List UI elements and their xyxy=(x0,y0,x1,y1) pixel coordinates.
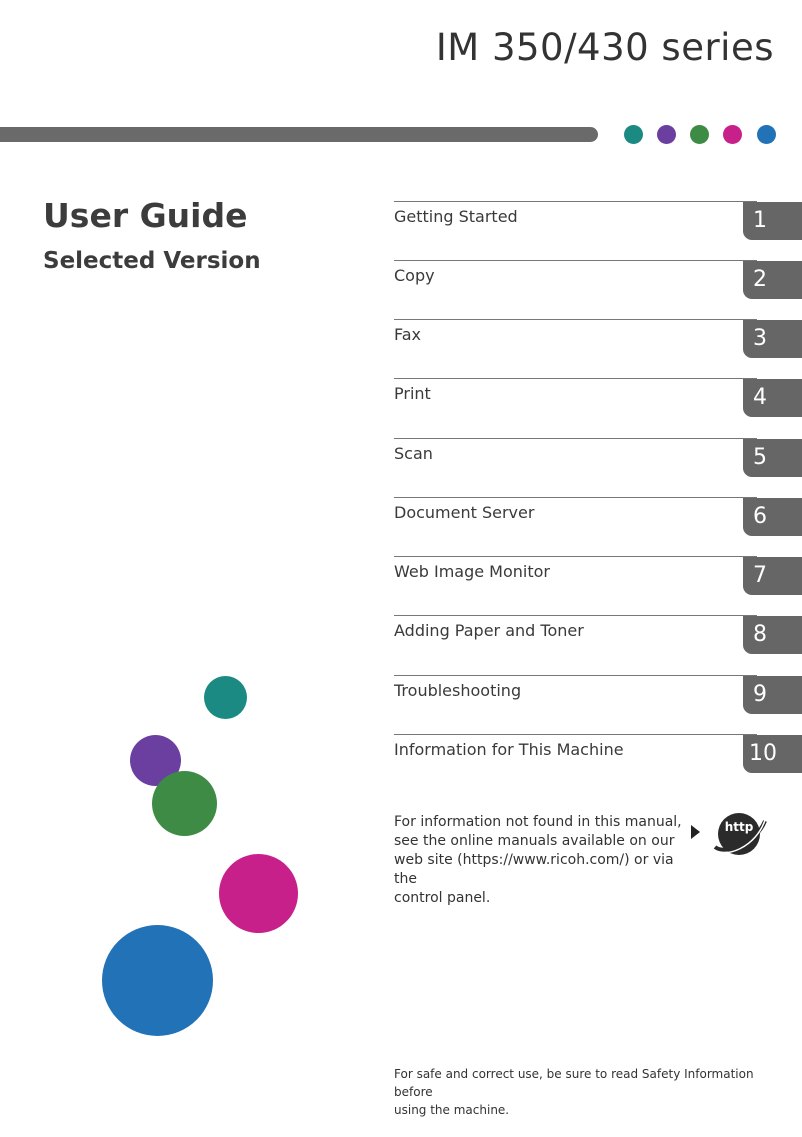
toc-item-scan[interactable] xyxy=(394,438,802,478)
chapter-tab[interactable]: 2 xyxy=(743,261,802,299)
toc-label: Information for This Machine xyxy=(394,740,624,759)
toc-label: Scan xyxy=(394,444,433,463)
toc-item-information-for-this-machine[interactable] xyxy=(394,734,802,774)
note-line: For information not found in this manual, xyxy=(394,814,682,830)
toc-divider xyxy=(394,734,757,735)
toc-divider xyxy=(394,497,757,498)
toc-divider xyxy=(394,260,757,261)
online-manuals-note xyxy=(394,813,694,908)
guide-title: User Guide xyxy=(43,196,248,235)
chapter-tab[interactable]: 5 xyxy=(743,439,802,477)
chapter-tab[interactable]: 3 xyxy=(743,320,802,358)
blue-dot xyxy=(757,125,776,144)
series-title: IM 350/430 series xyxy=(435,26,774,69)
header-bar xyxy=(0,127,598,142)
http-label: http xyxy=(724,820,754,834)
guide-subtitle: Selected Version xyxy=(43,248,261,274)
toc-label: Fax xyxy=(394,325,422,344)
chapter-tab[interactable]: 8 xyxy=(743,616,802,654)
toc-label: Copy xyxy=(394,266,435,285)
safety-note xyxy=(394,1065,784,1119)
toc-divider xyxy=(394,675,757,676)
toc-divider xyxy=(394,615,757,616)
magenta-circle xyxy=(219,854,298,933)
toc-item-adding-paper-and-toner[interactable] xyxy=(394,615,802,655)
teal-circle xyxy=(204,676,247,719)
toc-item-copy[interactable] xyxy=(394,260,802,300)
toc-divider xyxy=(394,319,757,320)
note-line: web site (https://www.ricoh.com/) or via the xyxy=(394,852,674,887)
toc-item-document-server[interactable] xyxy=(394,497,802,537)
chapter-tab[interactable]: 10 xyxy=(743,735,802,773)
safety-line: For safe and correct use, be sure to read Safety Information before xyxy=(394,1067,754,1099)
toc-item-getting-started[interactable] xyxy=(394,201,802,241)
http-globe-icon[interactable] xyxy=(711,809,767,859)
toc-divider xyxy=(394,438,757,439)
toc-divider xyxy=(394,201,757,202)
toc-label: Print xyxy=(394,384,431,403)
arrow-right-icon xyxy=(691,825,700,839)
purple-dot xyxy=(657,125,676,144)
toc-label: Troubleshooting xyxy=(394,681,522,700)
toc-label: Adding Paper and Toner xyxy=(394,621,584,640)
green-circle xyxy=(152,771,217,836)
http-globe-graphic xyxy=(711,809,767,859)
toc-label: Getting Started xyxy=(394,207,518,226)
toc-item-fax[interactable] xyxy=(394,319,802,359)
note-line: control panel. xyxy=(394,890,491,906)
toc-item-troubleshooting[interactable] xyxy=(394,675,802,715)
note-line: see the online manuals available on our xyxy=(394,833,675,849)
chapter-tab[interactable]: 4 xyxy=(743,379,802,417)
teal-dot xyxy=(624,125,643,144)
toc-label: Document Server xyxy=(394,503,535,522)
toc-item-web-image-monitor[interactable] xyxy=(394,556,802,596)
green-dot xyxy=(690,125,709,144)
safety-line: using the machine. xyxy=(394,1103,510,1117)
toc-divider xyxy=(394,556,757,557)
magenta-dot xyxy=(723,125,742,144)
chapter-tab[interactable]: 1 xyxy=(743,202,802,240)
chapter-tab[interactable]: 7 xyxy=(743,557,802,595)
chapter-tab[interactable]: 9 xyxy=(743,676,802,714)
toc-divider xyxy=(394,378,757,379)
toc-item-print[interactable] xyxy=(394,378,802,418)
blue-circle xyxy=(102,925,213,1036)
chapter-tab[interactable]: 6 xyxy=(743,498,802,536)
toc-label: Web Image Monitor xyxy=(394,562,550,581)
